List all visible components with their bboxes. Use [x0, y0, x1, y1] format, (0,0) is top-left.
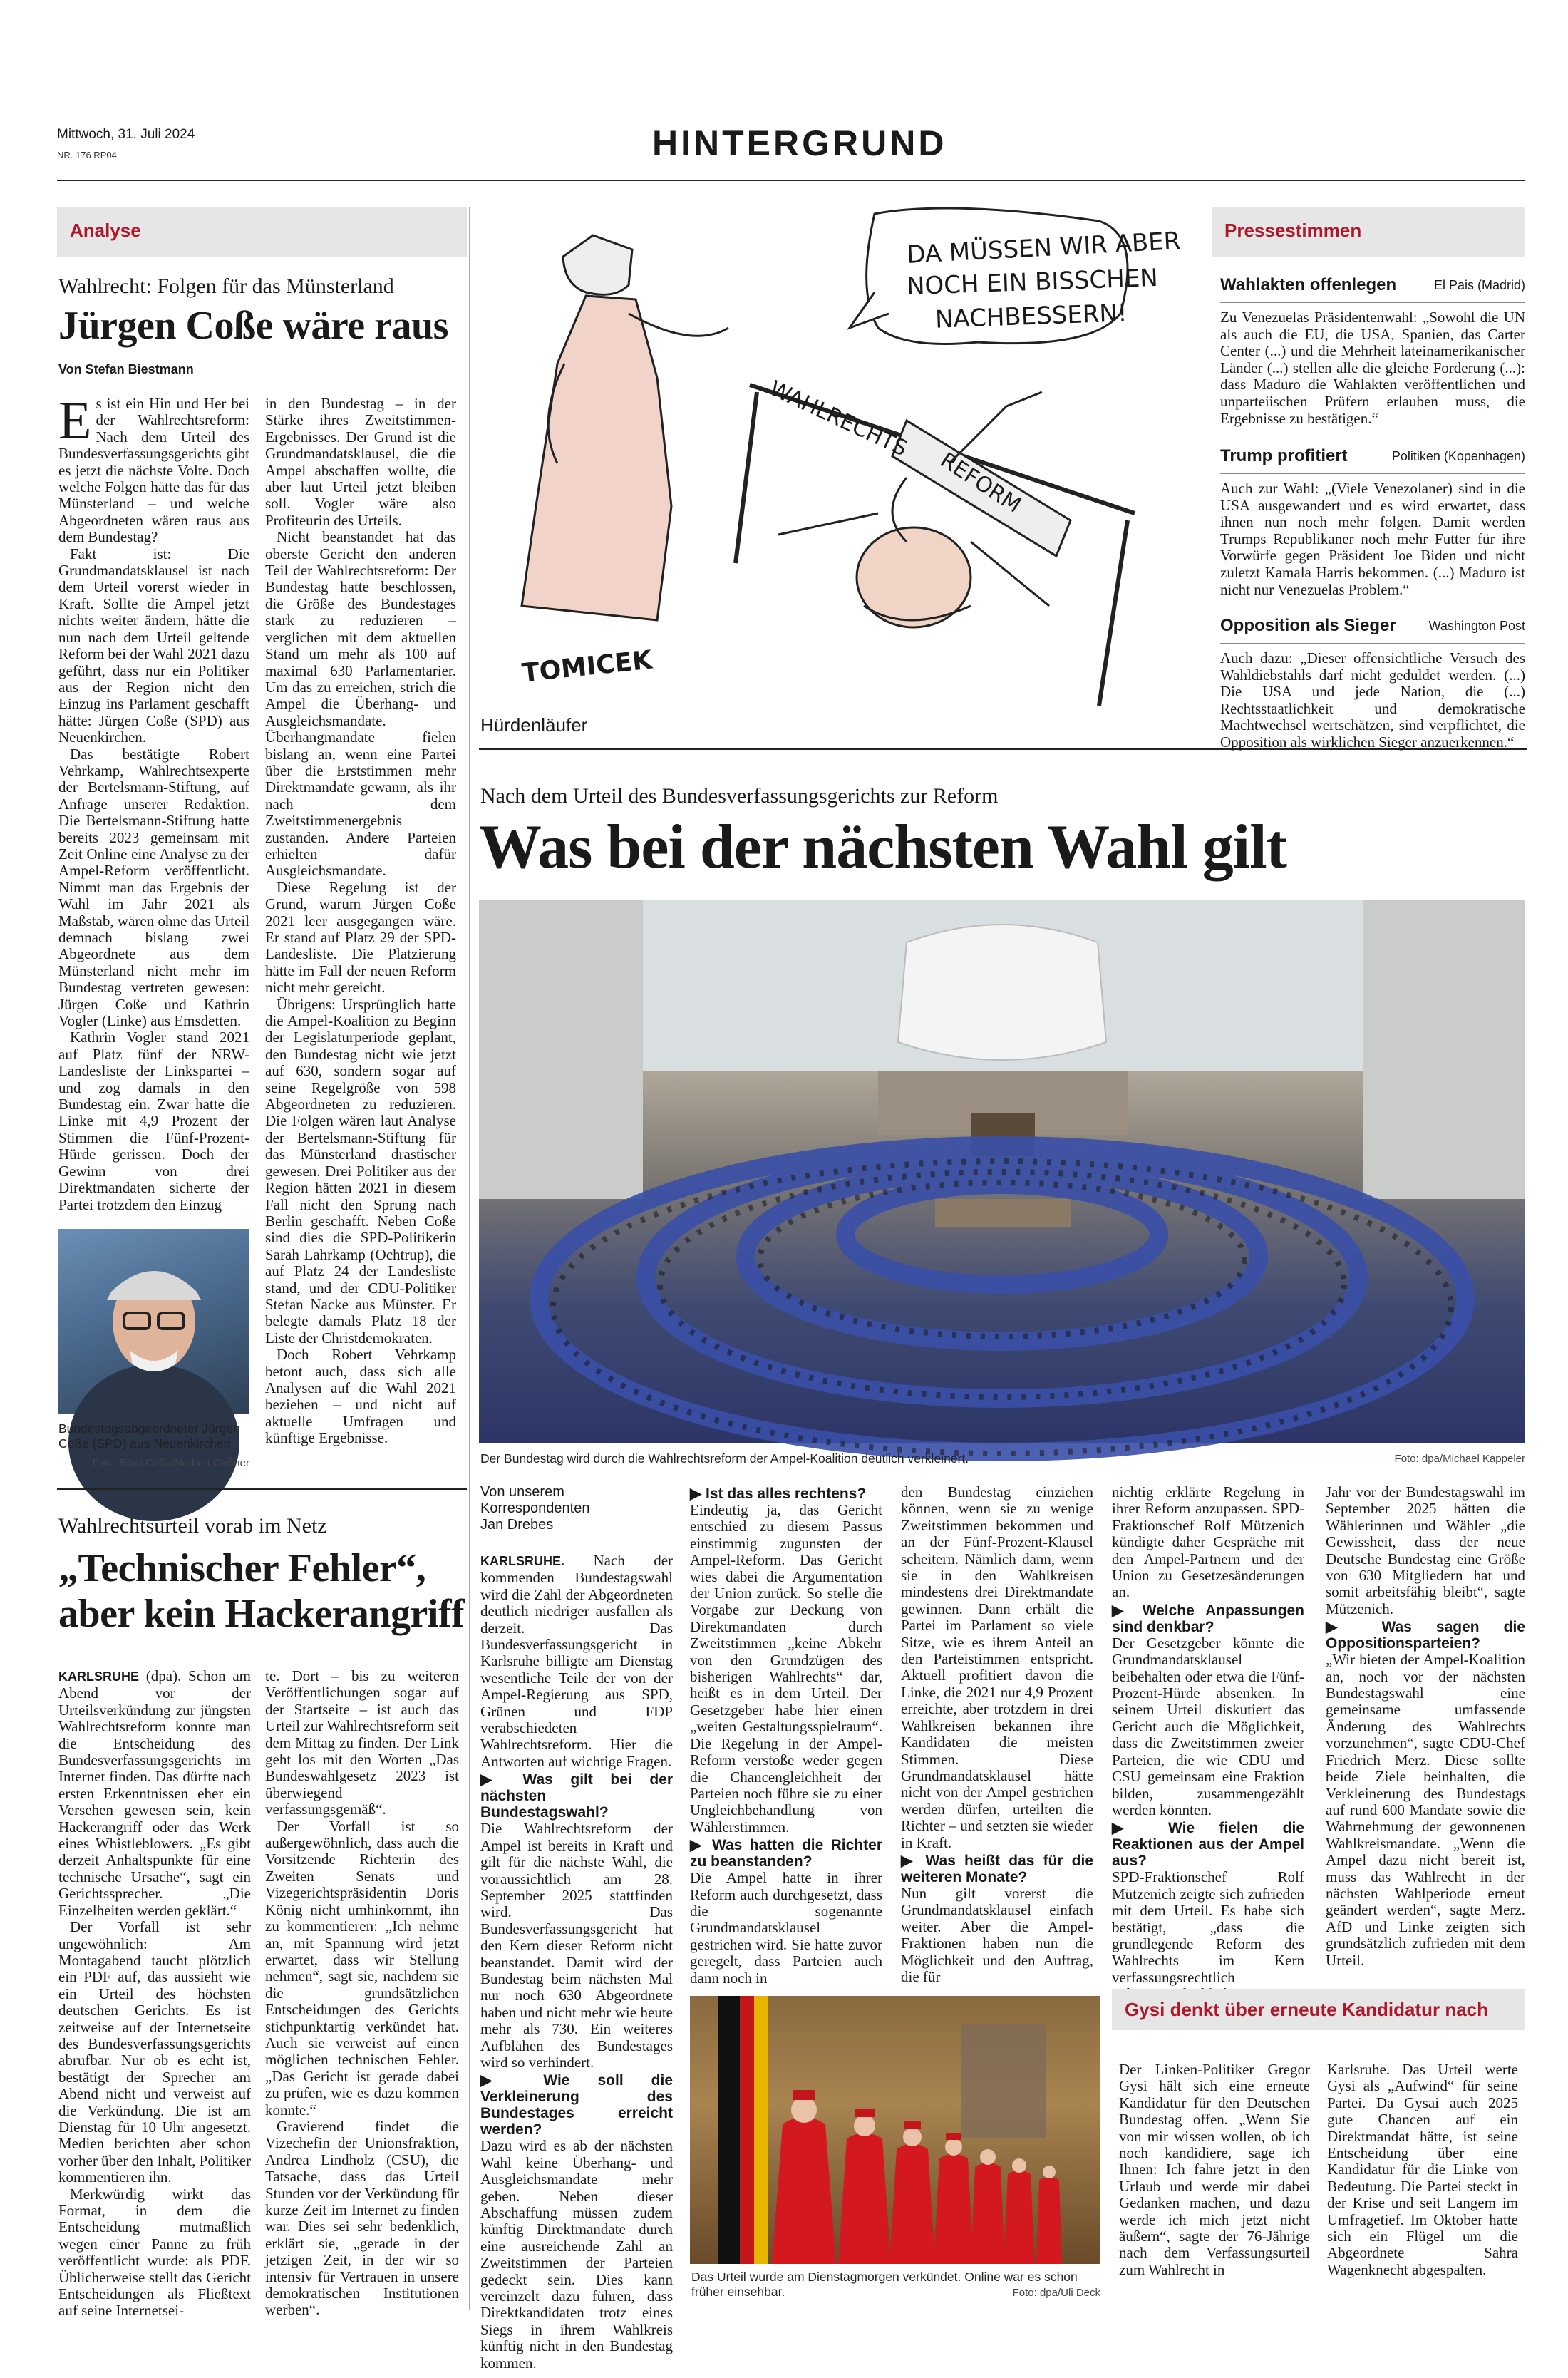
main-paragraph: den Bundestag einziehen können, wenn sie zu wenige Zweitstimmen bekommen und an der Fünf-Prozent-Klausel scheitern. Nämlich dann, wenn sie in den Wahlkreisen mindestens drei Direktmandate gewinnen. Dann erhält die Partei im Parlament so viele Sitze, wie es ihrem Anteil an den Parteistimmen entspricht. Aktuell profitiert davon die Linke, die 2021 nur 4,9 Prozent erreichte, aber trotzdem in drei Wahlkreisen bekannen ihre Kandidaten die meisten Stimmen. Diese Grundmandatsklausel hätte nicht von der Ampel gestrichen werden dürfen, urteilten die Richter – und setzten sie wieder in Kraft. [901, 1483, 1093, 1851]
analyse-headline: Jürgen Coße wäre raus [58, 304, 448, 348]
analyse-paragraph: Das bestätigte Robert Vehrkamp, Wahlrechtsexperte der Bertelsmann-Stiftung, auf Anfrage unserer Redaktion. Die Bertelsmann-Stiftung hatte bereits 2023 gemeinsam mit Zeit Online eine Analyse zu der Ampel-Reform veröffentlicht. Nimmt man das Ergebnis der Wahl im Jahr 2021 als Maßstab, wären ohne das Urteil demnach bislang zwei Abgeordnete aus dem Münsterland nicht mehr im Bundestag vertreten gewesen: Jürgen Coße und Kathrin Vogler (Linke) aus Emsdetten. [58, 745, 249, 1030]
presse-item-source: El Pais (Madrid) [1433, 278, 1525, 292]
presse-item-source: Politiken (Kopenhagen) [1391, 449, 1525, 463]
presse-label: Pressestimmen [1224, 220, 1362, 241]
cartoon-signature: TOMICEK [520, 645, 654, 689]
netz-intro: (dpa). Schon am Abend vor der Urteilsverkündung zur jüngsten Wahlrechtsreform konnte man die Entscheidung des Bundesverfassungsgerichts im Internet finden. Das dürfte nach ersten Erkenntnissen eher ein Versehen gewesen sein, kein Hackerangriff oder das Werk eines Whistleblowers. „Es gibt derzeit Anhaltspunkte für eine technische Ursache“, sagt ein Gerichtssprecher. „Die Einzelheiten werden geklärt.“ [58, 1667, 252, 1919]
presse-item-head: Wahlakten offenlegen [1220, 275, 1397, 294]
cartoon-hurdle-text: REFORM [935, 448, 1026, 518]
analyse-byline: Von Stefan Biestmann [58, 362, 194, 376]
analyse-paragraph: Doch Robert Vehrkamp betont auch, dass sich alle Analysen auf die Wahl 2021 beziehen – und nicht auf aktuelle Umfragen und künftige Ergebnisse. [265, 1346, 456, 1447]
plenary-hall-illustration [479, 900, 1525, 1443]
presse-item-rule [1220, 643, 1525, 644]
main-question: ▶ Wie fielen die Reaktionen aus der Ampel aus? [1112, 1820, 1304, 1870]
judges-illustration [690, 1996, 1100, 2264]
bundestag-photo-caption: Der Bundestag wird durch die Wahlrechtsreform der Ampel-Koalition deutlich verkleinert. [480, 1451, 969, 1466]
main-answer: Nun gilt vorerst die Grundmandatsklausel einfach weiter. Aber die Ampel-Fraktionen haben nun die Möglichkeit und den Auftrag, die für [901, 1884, 1093, 1985]
main-answer: SPD-Fraktionschef Rolf Mützenich zeigte sich zufrieden mit dem Urteil. Es habe sich bestätigt, „dass die grundlegende Reform des Wahlrechts im Kern verfassungsrechtlich [1112, 1868, 1304, 1986]
analyse-kicker: Wahlrecht: Folgen für das Münsterland [58, 274, 394, 298]
main-question: ▶ Was sagen die Oppositionsparteien? [1326, 1619, 1525, 1652]
masthead-issue: NR. 176 RP04 [57, 150, 117, 160]
analyse-paragraph: Kathrin Vogler stand 2021 auf Platz fünf der NRW-Landesliste der Linkspartei – und zog damals in den Bundestag ein. Zwar hatte die Linke mit 4,9 Prozent der Stimmen die Fünf-Prozent-Hürde gerissen. Doch der Gewinn von drei Direktmandaten sicherte der Partei trotzdem den Einzug [58, 1029, 249, 1213]
main-byline [480, 1484, 589, 1533]
analyse-paragraph: Übrigens: Ursprünglich hatte die Ampel-Koalition zu Beginn der Legislaturperiode geplant, den Bundestag nicht wie jetzt auf 630, sondern sogar auf seine Regelgröße von 598 Abgeordneten zu reduzieren. Die Folgen wären laut Analyse der Bertelsmann-Stiftung für das Münsterland drastischer gewesen. Drei Politiker aus der Region hätten 2021 in diesem Fall nicht den Sprung nach Berlin geschafft. Neben Coße sind dies die SPD-Politikerin Sarah Lahrkamp (Ochtrup), die auf Platz 24 der Landesliste stand, und der CDU-Politiker Stefan Nacke aus Münster. Er belegte damals Platz 18 der Liste der Christdemokraten. [265, 995, 456, 1347]
analyse-photo-caption: Bundestagsabgeordneter Jürgen Coße (SPD) aus Neuenkirchen [58, 1421, 240, 1451]
netz-paragraph: Der Vorfall ist so außergewöhnlich, dass auch die Vorsitzende Richterin des Zweiten Senats und Vizegerichtspräsidentin Doris König nicht umhinkommt, ihn zu kommentieren: „Ich nehme an, mit Spannung wird jetzt erwartet, dass wir Stellung nehmen“, sagt sie, nachdem sie die grundsätzlichen Entscheidungen des Gerichts stichpunktartig verkündet hat. Auch sie verweist auf einen möglichen technischen Fehler. „Das Gericht ist gerade dabei zu prüfen, wie es dazu kommen konnte.“ [265, 1817, 459, 2119]
court-photo [690, 1996, 1100, 2264]
court-photo-caption: Das Urteil wurde am Dienstagmorgen verkündet. Online war es schon früher einsehbar. [691, 2270, 1078, 2299]
main-kicker: Nach dem Urteil des Bundesverfassungsgerichts zur Reform [480, 784, 999, 808]
bundestag-photo-credit: Foto: dpa/Michael Kappeler [1394, 1453, 1525, 1465]
presse-item-rule [1220, 302, 1525, 303]
main-paragraph: nichtig erklärte Regelung in ihrer Reform anzupassen. SPD-Fraktionschef Rolf Mützenich kündigte daher Gespräche mit den Ampel-Partnern und der Union zu Gesetzesänderungen an. [1112, 1483, 1304, 1601]
cosse-photo [58, 1229, 249, 1414]
main-headline: Was bei der nächsten Wahl gilt [479, 813, 1286, 882]
main-column-1 [480, 1552, 674, 2372]
main-paragraph [480, 1553, 673, 1770]
main-column-2 [690, 1484, 882, 1997]
netz-headline-line: aber kein Hackerangriff [58, 1592, 465, 1636]
netz-headline-line: „Technischer Fehler“, [58, 1546, 426, 1590]
main-answer: Eindeutig ja, das Gericht entschied zu diesem Passus einstimmig zugunsten der Ampel-Reform. Das Gericht wies dabei die Argumentation der Union zurück. So stelle die Vorgabe zur Deckung von Direktmandaten durch Zweitstimmen „keine Abkehr von den Grundzügen des bisherigen Wahlrechts“ dar, heißt es in dem Urteil. Der Gesetzgeber habe hier einen „weiten Gestaltungsspielraum“. Die Regelung in der Ampel-Reform verstoße weder gegen die Chancengleichheit der Parteien noch führe sie zu einer Ungleichbehandlung von Wählerstimmen. [690, 1501, 882, 1836]
gysi-column-1: Der Linken-Politiker Gregor Gysi hält sich eine erneute Kandidatur für den Deutschen Bundestag offen. „Wenn Sie von mir wissen wollen, ob ich noch kandidiere, sage ich Ihnen: Ich fahre jetzt in den Urlaub und werde mir dabei Gedanken machen, und dazu werde ich mich jetzt nicht äußern“, sagte der 76-Jährige nach dem Verfassungsurteil zum Wahlrecht in [1119, 2061, 1310, 2278]
netz-paragraph [58, 1668, 251, 1919]
analyse-paragraph: Nicht beanstandet hat das oberste Gericht den anderen Teil der Wahlrechtsreform: Der Bundestag hatte beschlossen, die Größe des Bundestages stark zu reduzieren – verglichen mit dem aktuellen Stand um mehr als 100 auf maximal 630 Parlamentarier. Um das zu erreichen, strich die Ampel die Überhang- und Ausgleichsmandate. Überhangmandate fielen bislang an, wenn eine Partei über die Erststimmen mehr Direktmandate gewann, als ihr nach dem Zweitstimmenergebnis zustanden. Andere Parteien erhielten dafür Ausgleichsmandate. [265, 528, 456, 880]
analyse-bottom-rule [57, 1488, 467, 1490]
gysi-label-bar [1112, 1989, 1525, 2030]
court-photo-credit: Foto: dpa/Uli Deck [1012, 2287, 1100, 2299]
masthead-rule [57, 180, 1525, 181]
cartoon-speech-line: DA MÜSSEN WIR ABER [906, 226, 1182, 270]
main-question: ▶ Wie soll die Verkleinerung des Bundestages erreicht werden? [480, 2072, 673, 2138]
analyse-column-2 [265, 396, 456, 1472]
netz-paragraph: Merkwürdig wirkt das Format, in dem die Entscheidung mutmaßlich wegen einer Panne zu früh veröffentlicht wurde: als PDF. Üblicherweise stellt das Gericht Entscheidungen als Fließtext auf seine Internetsei- [58, 2185, 251, 2320]
cartoon-speech-line: NOCH EIN BISSCHEN [906, 263, 1159, 302]
analyse-dropcap: E [58, 391, 92, 451]
gysi-label: Gysi denkt über erneute Kandidatur nach [1125, 1999, 1488, 2020]
gysi-column-2: Karlsruhe. Das Urteil werte Gysi als „Aufwind“ für seine Partei. Da Gysai auch 2025 gute Chancen auf ein Direktmandat hätte, ist seine Entscheidung über eine Kandidatur für die Linke von Bedeutung. Die Partei steckt in der Krise und seit Langem im Umfragetief. Im Oktober hatte sich ein Flügel um die Abgeordnete Sahra Wagenknecht abgespalten. [1327, 2061, 1518, 2278]
presse-item-rule [1220, 473, 1525, 474]
column-divider [469, 207, 470, 2310]
main-answer: Die Wahlrechtsreform der Ampel ist bereits in Kraft und gilt für die nächste Wahl, die voraussichtlich am 28. September 2025 stattfinden wird. Das Bundesverfassungsgericht hat den Kern dieser Reform nicht beanstandet. Damit wird der Bundestag beim nächsten Mal nur noch 630 Abgeordnete haben und nicht mehr wie heute mehr als 730. Ein weiteres Aufblähen des Bundestages wird so verhindert. [480, 1820, 673, 2071]
person-portrait-icon [58, 1229, 249, 1414]
main-question: ▶ Ist das alles rechtens? [690, 1486, 867, 1502]
main-byline-line: Korrespondenten [480, 1501, 590, 1516]
bundestag-photo [479, 900, 1525, 1443]
presse-item-source: Washington Post [1428, 619, 1525, 633]
main-question: ▶ Was gilt bei der nächsten Bundestagswahl? [480, 1771, 673, 1821]
main-answer: Dazu wird es ab der nächsten Wahl keine Überhang- und Ausgleichsmandate mehr geben. Neben dieser Abschaffung müssen zudem künftig Direktmandate durch eine ausreichende Zahl an Zweitstimmen der Parteien gedeckt sein. Dies kann vereinzelt dazu führen, dass Direktkandidaten trotz eines Siegs in ihrem Wahlkreis künftig nicht in den Bundestag kommen. [480, 2137, 673, 2372]
netz-kicker: Wahlrechtsurteil vorab im Netz [58, 1514, 327, 1538]
main-column-5 [1326, 1484, 1525, 1983]
main-answer: Die Ampel hatte in ihrer Reform auch durchgesetzt, dass die sogenannte Grundmandatsklausel gestrichen wird. Sie hatte zuvor geregelt, dass Parteien auch dann noch in [690, 1869, 882, 1987]
presse-item-head: Opposition als Sieger [1220, 616, 1396, 635]
main-byline-line: Von unserem [480, 1484, 564, 1500]
analyse-paragraph: s ist ein Hin und Her bei der Wahlrechtsreform: Nach dem Urteil des Bundesverfassungsgerichts gibt es jetzt die nächste Volte. Doch welche Folgen hätte das für das Münsterland – und welche Abgeordneten wären raus aus dem Bundestag? [58, 395, 249, 546]
main-byline-line: Jan Drebes [480, 1517, 554, 1533]
main-question: ▶ Was heißt das für die weiteren Monate? [901, 1852, 1093, 1885]
analyse-label: Analyse [70, 220, 141, 241]
main-paragraph: Jahr vor der Bundestagswahl im September 2025 hätten die Wählerinnen und Wähler „die Gewissheit, dass der neue Deutsche Bundestag eine Größe von 630 Mitgliedern hat und somit arbeitsfähig bleibt“, sagte Mützenich. [1326, 1483, 1525, 1617]
main-answer: „Wir bieten der Ampel-Koalition an, noch vor der nächsten Bundestagswahl eine gemeinsame umfassende Änderung des Wahlrechts vorzunehmen“, sagte CDU-Chef Friedrich Merz. Diese sollte beide Ziele beinhalten, die Verkleinerung des Bundestags auf rund 600 Mandate sowie die Wahrnehmung der gewonnenen Wahlkreismandate. „Wenn die Ampel dazu nicht bereit ist, muss das Wahlrecht in der nächsten Wahlperiode erneut geändert werden“, sagte Merz. AfD und Linke zeigten sich grundsätzlich zufrieden mit dem Urteil. [1326, 1651, 1525, 1969]
masthead-date: Mittwoch, 31. Juli 2024 [57, 127, 195, 142]
presse-item-text: Auch dazu: „Dieser offensichtliche Versuch des Wahldiebstahls darf nicht geduldet werden. (...) Die USA und jede Nation, die (...) Rechtsstaatlichkeit und demokratische Machtwechsel wertschätzen, sind verpflichtet, die Opposition als wirklichen Sieger anzuerkennen.“ [1220, 649, 1525, 751]
presse-label-bar [1212, 207, 1525, 257]
netz-paragraph: te. Dort – bis zu weiteren Veröffentlichungen sogar auf der Startseite – ist auch das Urteil zur Wahlrechtsreform seit dem Mittag zu finden. Der Link geht los mit den Worten „Das Bundeswahlgesetz 2023 ist überwiegend verfassungsgemäß“. [265, 1667, 459, 1818]
netz-column-1 [58, 1667, 252, 2320]
analyse-paragraph: in den Bundestag – in der Stärke ihres Zweitstimmen-Ergebnisses. Der Grund ist die Grundmandatsklausel, die die Ampel abschaffen wollte, die aber laut Urteil jetzt bleiben soll. Vogler wäre also Profiteurin des Urteils. [265, 395, 456, 529]
analyse-label-bar [57, 207, 467, 257]
netz-paragraph: Gravierend findet die Vizechefin der Unionsfraktion, Andrea Lindholz (CSU), die Tatsache, dass das Urteil Stunden vor der Verkündung für kurze Zeit im Internet zu finden war. Dies sei sehr bedenklich, erklärt sie, „gerade in der jetzigen Zeit, in der wir so intensiv für Vertrauen in unsere demokratischen Institutionen werben“. [265, 2117, 459, 2319]
presse-item-text: Zu Venezuelas Präsidentenwahl: „Sowohl die UN als auch die EU, die USA, Spanien, das Carter Center (...) und die Mehrheit lateinamerikanischer Länder (...) stellen alle die gleiche Forderung (...): dass Maduro die Wahlakten veröffentlichen und unparteiischen Prüfern erlauben muss, die Ergebnisse zu bestätigen.“ [1220, 309, 1525, 427]
analyse-paragraph: Diese Regelung ist der Grund, warum Jürgen Coße 2021 leer ausgegangen wäre. Er stand auf Platz 29 der SPD-Landesliste. Die Platzierung hätte im Fall der neuen Reform nicht mehr gereicht. [265, 878, 456, 997]
main-question: ▶ Was hatten die Richter zu beanstanden? [690, 1837, 882, 1870]
netz-headline [58, 1545, 464, 1637]
analyse-photo-credit: Foto: Büro Coße/Norbert Gaßner [92, 1457, 249, 1469]
main-column-4 [1112, 1484, 1304, 1997]
cartoon-hurdle-text: WAHLRECHTS [765, 376, 912, 462]
presse-item-head: Trump profitiert [1220, 446, 1348, 465]
cartoon-caption: Hürdenläufer [480, 714, 588, 736]
main-column-3 [901, 1484, 1093, 1997]
netz-column-2 [265, 1667, 459, 2319]
analyse-paragraph: Fakt ist: Die Grundmandatsklausel ist nach dem Urteil vorerst wieder in Kraft. Sollte die Ampel jetzt nichts weiter ändern, hätte die nun nach dem Urteil geltende Reform bei der Wahl 2021 dazu geführt, dass nur ein Politiker aus der Region nicht den Einzug ins Parlament geschafft hätte: Jürgen Coße (SPD) aus Neuenkirchen. [58, 545, 249, 746]
main-dateline: KARLSRUHE. [480, 1554, 565, 1568]
cartoon-speech-line: NACHBESSERN! [934, 299, 1128, 334]
presse-item-text: Auch zur Wahl: „(Viele Venezolaner) sind in die USA ausgewandert und es wird erwartet, dass ihnen nun noch mehr folgen. Damit werden Trumps Republikaner noch mehr Futter für ihre Vorwürfe gegen Präsident Joe Biden und nicht zuletzt Kamala Harris bekommen. (...) Maduro ist nicht nur Venezuelas Problem.“ [1220, 480, 1525, 598]
netz-dateline: KARLSRUHE [58, 1669, 140, 1684]
cartoon [479, 207, 1192, 706]
main-intro: Nach der kommenden Bundestagswahl wird die Zahl der Abgeordneten deutlich niedriger ausfallen als derzeit. Das Bundesverfassungsgericht in Karlsruhe billigte am Dienstag wesentliche Teile der von der Ampel-Regierung aus SPD, Grünen und FDP verabschiedeten Wahlrechtsreform. Hier die Antworten auf wichtige Fragen. [480, 1552, 674, 1770]
section-title: HINTERGRUND [652, 123, 947, 163]
netz-paragraph: Der Vorfall ist sehr ungewöhnlich: Am Montagabend taucht plötzlich ein PDF auf, das aussieht wie ein Urteil des höchsten deutschen Gerichts. Es ist zeitweise auf der Internetseite des Bundesverfassungsgerichts abrufbar. Nur ob es echt ist, bestätigt der Sprecher am Abend nicht und verweist auf die Verkündung. Die ist am Dienstag für 10 Uhr angesetzt. Medien berichten aber schon vorher über den Inhalt, Politiker kommentieren ihn. [58, 1918, 252, 2186]
main-answer: Der Gesetzgeber könnte die Grundmandatsklausel beibehalten oder etwa die Fünf-Prozent-Hürde absenken. In seinem Urteil diskutiert das Gericht auch die Möglichkeit, dass die Zweitstimmen zweier Parteien, die wie CDU und CSU gemeinsam eine Fraktion bilden, zusammengezählt werden könnten. [1112, 1634, 1304, 1818]
main-question: ▶ Welche Anpassungen sind denkbar? [1112, 1602, 1304, 1635]
